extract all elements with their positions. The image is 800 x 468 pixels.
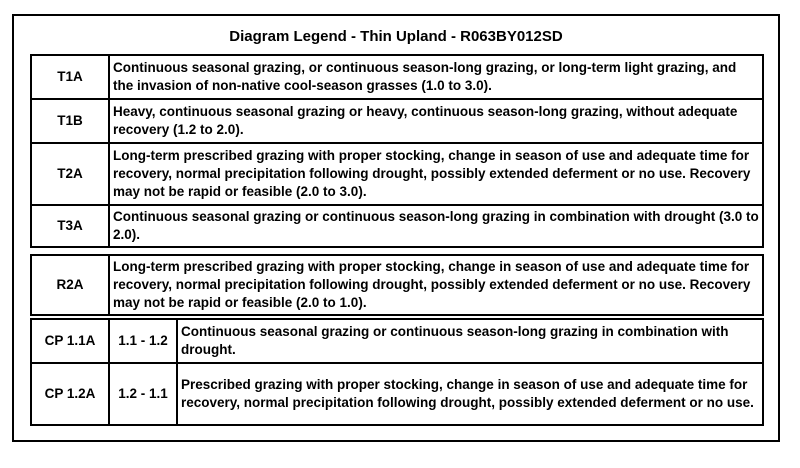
transition-description: Continuous seasonal grazing, or continuous season-long grazing, or long-term light grazing, and the invasion of non-native cool-season grasses (1.0 to 3.0). (109, 55, 763, 99)
restorations-table (30, 254, 764, 316)
pathway-code: CP 1.2A (31, 363, 109, 425)
restoration-code: R2A (31, 255, 109, 315)
table-row (31, 55, 763, 99)
pathway-range: 1.1 - 1.2 (109, 319, 177, 363)
pathway-code: CP 1.1A (31, 319, 109, 363)
pathway-description: Prescribed grazing with proper stocking, change in season of use and adequate time for recovery, normal precipitation following drought, possibly extended deferment or no use. (177, 363, 763, 425)
legend-title: Diagram Legend - Thin Upland - R063BY012SD (229, 28, 563, 45)
transition-code: T1A (31, 55, 109, 99)
transition-code: T2A (31, 143, 109, 205)
transition-description: Heavy, continuous seasonal grazing or heavy, continuous season-long grazing, without adequate recovery (1.2 to 2.0). (109, 99, 763, 143)
restoration-description: Long-term prescribed grazing with proper stocking, change in season of use and adequate time for recovery, normal precipitation following drought, possibly extended deferment or no use. Recovery may not be rapid or feasible (2.0 to 1.0). (109, 255, 763, 315)
table-row (31, 99, 763, 143)
pathway-description: Continuous seasonal grazing or continuous season-long grazing in combination with drought. (177, 319, 763, 363)
pathway-range: 1.2 - 1.1 (109, 363, 177, 425)
transition-description: Long-term prescribed grazing with proper stocking, change in season of use and adequate time for recovery, normal precipitation following drought, possibly extended deferment or no use. Recovery may not be rapid or feasible (2.0 to 3.0). (109, 143, 763, 205)
transition-description: Continuous seasonal grazing or continuous season-long grazing in combination with drought (3.0 to 2.0). (109, 205, 763, 247)
transition-code: T3A (31, 205, 109, 247)
table-row (31, 255, 763, 315)
community-pathways-table (30, 318, 764, 426)
table-row (31, 363, 763, 425)
transitions-table (30, 54, 764, 248)
table-row (31, 319, 763, 363)
table-row (31, 143, 763, 205)
transition-code: T1B (31, 99, 109, 143)
table-row (31, 205, 763, 247)
